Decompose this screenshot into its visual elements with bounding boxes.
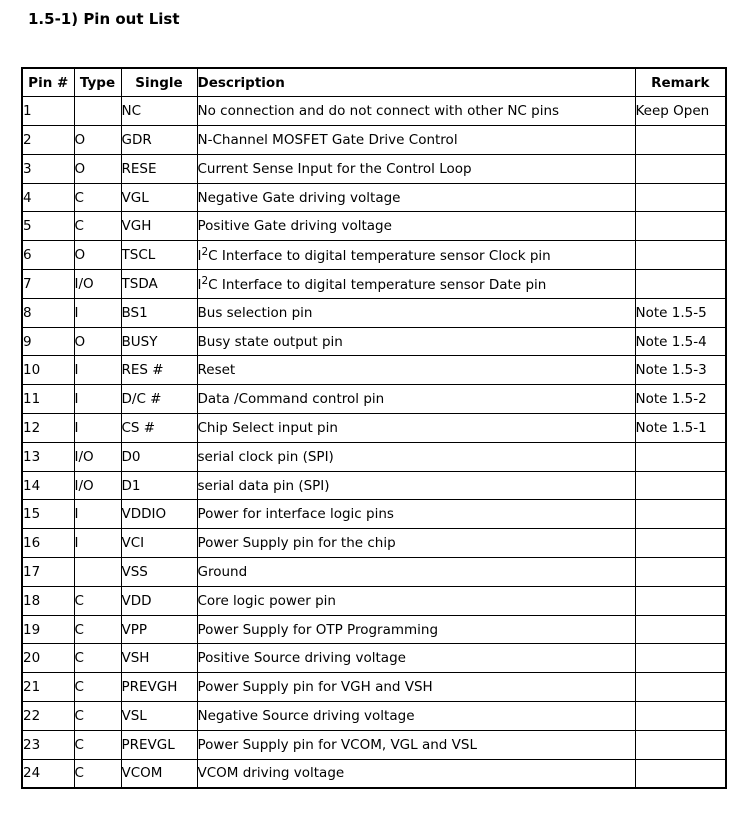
cell-description: VCOM driving voltage bbox=[197, 759, 635, 788]
table-row bbox=[22, 126, 726, 155]
cell-description: Negative Gate driving voltage bbox=[197, 183, 635, 212]
header-row bbox=[22, 68, 726, 97]
cell-type: I/O bbox=[74, 270, 121, 299]
table-row bbox=[22, 385, 726, 414]
cell-remark bbox=[635, 730, 726, 759]
cell-description: Data /Command control pin bbox=[197, 385, 635, 414]
cell-single: BS1 bbox=[121, 298, 197, 327]
cell-remark bbox=[635, 241, 726, 270]
cell-description: Power Supply for OTP Programming bbox=[197, 615, 635, 644]
cell-type: C bbox=[74, 615, 121, 644]
cell-single: D/C # bbox=[121, 385, 197, 414]
cell-pin: 6 bbox=[22, 241, 74, 270]
page-title: 1.5-1) Pin out List bbox=[28, 10, 180, 28]
cell-remark: Note 1.5-2 bbox=[635, 385, 726, 414]
table-row bbox=[22, 702, 726, 731]
cell-type: O bbox=[74, 327, 121, 356]
cell-single: RESE bbox=[121, 154, 197, 183]
cell-description: $I^2C$ Interface to digital temperature sensor Clock pin bbox=[197, 241, 635, 270]
cell-pin: 8 bbox=[22, 298, 74, 327]
cell-remark bbox=[635, 529, 726, 558]
cell-single: VSS bbox=[121, 558, 197, 587]
cell-type: C bbox=[74, 759, 121, 788]
cell-pin: 1 bbox=[22, 97, 74, 126]
cell-single: VGL bbox=[121, 183, 197, 212]
cell-description: Current Sense Input for the Control Loop bbox=[197, 154, 635, 183]
cell-single: VSL bbox=[121, 702, 197, 731]
table-row bbox=[22, 97, 726, 126]
table-row bbox=[22, 471, 726, 500]
cell-description: Power for interface logic pins bbox=[197, 500, 635, 529]
cell-remark bbox=[635, 471, 726, 500]
cell-description: Ground bbox=[197, 558, 635, 587]
table-row bbox=[22, 615, 726, 644]
cell-remark bbox=[635, 558, 726, 587]
cell-remark: Note 1.5-5 bbox=[635, 298, 726, 327]
cell-remark bbox=[635, 183, 726, 212]
cell-pin: 24 bbox=[22, 759, 74, 788]
table-row bbox=[22, 730, 726, 759]
cell-pin: 13 bbox=[22, 442, 74, 471]
cell-type: I bbox=[74, 385, 121, 414]
cell-pin: 9 bbox=[22, 327, 74, 356]
cell-single: VCI bbox=[121, 529, 197, 558]
cell-type: I bbox=[74, 500, 121, 529]
cell-type: O bbox=[74, 154, 121, 183]
table-row bbox=[22, 673, 726, 702]
cell-pin: 3 bbox=[22, 154, 74, 183]
pinout-table bbox=[21, 67, 727, 789]
cell-single: VDDIO bbox=[121, 500, 197, 529]
header-type: Type bbox=[74, 68, 121, 97]
cell-single: VDD bbox=[121, 586, 197, 615]
cell-single: D0 bbox=[121, 442, 197, 471]
header-remark: Remark bbox=[635, 68, 726, 97]
cell-pin: 20 bbox=[22, 644, 74, 673]
cell-pin: 10 bbox=[22, 356, 74, 385]
table-row bbox=[22, 529, 726, 558]
cell-single: VGH bbox=[121, 212, 197, 241]
cell-pin: 11 bbox=[22, 385, 74, 414]
cell-single: CS # bbox=[121, 414, 197, 443]
cell-single: PREVGL bbox=[121, 730, 197, 759]
table-row bbox=[22, 586, 726, 615]
cell-description: Core logic power pin bbox=[197, 586, 635, 615]
cell-pin: 7 bbox=[22, 270, 74, 299]
table-row bbox=[22, 270, 726, 299]
cell-single: GDR bbox=[121, 126, 197, 155]
cell-remark bbox=[635, 126, 726, 155]
superscript-2: 2 bbox=[201, 246, 209, 259]
table-row bbox=[22, 644, 726, 673]
cell-single: RES # bbox=[121, 356, 197, 385]
cell-type: C bbox=[74, 730, 121, 759]
cell-type: C bbox=[74, 586, 121, 615]
cell-description: Power Supply pin for VCOM, VGL and VSL bbox=[197, 730, 635, 759]
cell-single: TSCL bbox=[121, 241, 197, 270]
cell-type: I bbox=[74, 356, 121, 385]
table-body bbox=[22, 97, 726, 788]
table-row bbox=[22, 154, 726, 183]
cell-description: Negative Source driving voltage bbox=[197, 702, 635, 731]
cell-description: Power Supply pin for VGH and VSH bbox=[197, 673, 635, 702]
cell-remark: Note 1.5-4 bbox=[635, 327, 726, 356]
table-row bbox=[22, 442, 726, 471]
cell-description: N-Channel MOSFET Gate Drive Control bbox=[197, 126, 635, 155]
cell-remark bbox=[635, 212, 726, 241]
cell-single: NC bbox=[121, 97, 197, 126]
cell-pin: 4 bbox=[22, 183, 74, 212]
cell-pin: 23 bbox=[22, 730, 74, 759]
cell-pin: 2 bbox=[22, 126, 74, 155]
table-row bbox=[22, 241, 726, 270]
cell-remark bbox=[635, 644, 726, 673]
cell-description: Positive Gate driving voltage bbox=[197, 212, 635, 241]
cell-single: PREVGH bbox=[121, 673, 197, 702]
cell-pin: 17 bbox=[22, 558, 74, 587]
cell-pin: 15 bbox=[22, 500, 74, 529]
table-row bbox=[22, 298, 726, 327]
cell-pin: 16 bbox=[22, 529, 74, 558]
cell-description: Reset bbox=[197, 356, 635, 385]
header-pin: Pin # bbox=[22, 68, 74, 97]
cell-description: Busy state output pin bbox=[197, 327, 635, 356]
cell-remark bbox=[635, 702, 726, 731]
cell-pin: 5 bbox=[22, 212, 74, 241]
cell-description: serial clock pin (SPI) bbox=[197, 442, 635, 471]
cell-type bbox=[74, 558, 121, 587]
cell-type: I bbox=[74, 529, 121, 558]
cell-type: I/O bbox=[74, 442, 121, 471]
table-header bbox=[22, 68, 726, 97]
cell-type: I/O bbox=[74, 471, 121, 500]
cell-type: O bbox=[74, 126, 121, 155]
cell-description: Positive Source driving voltage bbox=[197, 644, 635, 673]
cell-single: BUSY bbox=[121, 327, 197, 356]
table-row bbox=[22, 500, 726, 529]
cell-description: No connection and do not connect with other NC pins bbox=[197, 97, 635, 126]
cell-pin: 18 bbox=[22, 586, 74, 615]
cell-type bbox=[74, 97, 121, 126]
cell-remark bbox=[635, 615, 726, 644]
cell-remark bbox=[635, 759, 726, 788]
cell-single: VSH bbox=[121, 644, 197, 673]
cell-single: TSDA bbox=[121, 270, 197, 299]
cell-remark bbox=[635, 586, 726, 615]
cell-pin: 21 bbox=[22, 673, 74, 702]
cell-type: I bbox=[74, 414, 121, 443]
cell-remark bbox=[635, 154, 726, 183]
cell-remark bbox=[635, 673, 726, 702]
cell-type: C bbox=[74, 212, 121, 241]
cell-description: $I^2C$ Interface to digital temperature sensor Date pin bbox=[197, 270, 635, 299]
table-row bbox=[22, 327, 726, 356]
cell-type: C bbox=[74, 644, 121, 673]
table-row bbox=[22, 558, 726, 587]
table-row bbox=[22, 759, 726, 788]
cell-description: Power Supply pin for the chip bbox=[197, 529, 635, 558]
header-description: Description bbox=[197, 68, 635, 97]
table-row bbox=[22, 356, 726, 385]
cell-type: C bbox=[74, 673, 121, 702]
cell-type: C bbox=[74, 702, 121, 731]
cell-remark bbox=[635, 442, 726, 471]
cell-remark: Keep Open bbox=[635, 97, 726, 126]
cell-remark bbox=[635, 270, 726, 299]
cell-type: O bbox=[74, 241, 121, 270]
superscript-2: 2 bbox=[201, 274, 209, 287]
cell-description: serial data pin (SPI) bbox=[197, 471, 635, 500]
cell-pin: 19 bbox=[22, 615, 74, 644]
cell-remark: Note 1.5-1 bbox=[635, 414, 726, 443]
cell-single: VPP bbox=[121, 615, 197, 644]
cell-pin: 22 bbox=[22, 702, 74, 731]
cell-description: Chip Select input pin bbox=[197, 414, 635, 443]
cell-single: VCOM bbox=[121, 759, 197, 788]
cell-remark: Note 1.5-3 bbox=[635, 356, 726, 385]
cell-remark bbox=[635, 500, 726, 529]
table-row bbox=[22, 212, 726, 241]
cell-pin: 14 bbox=[22, 471, 74, 500]
header-single: Single bbox=[121, 68, 197, 97]
cell-single: D1 bbox=[121, 471, 197, 500]
cell-type: I bbox=[74, 298, 121, 327]
table-row bbox=[22, 183, 726, 212]
cell-pin: 12 bbox=[22, 414, 74, 443]
cell-description: Bus selection pin bbox=[197, 298, 635, 327]
cell-type: C bbox=[74, 183, 121, 212]
table-row bbox=[22, 414, 726, 443]
